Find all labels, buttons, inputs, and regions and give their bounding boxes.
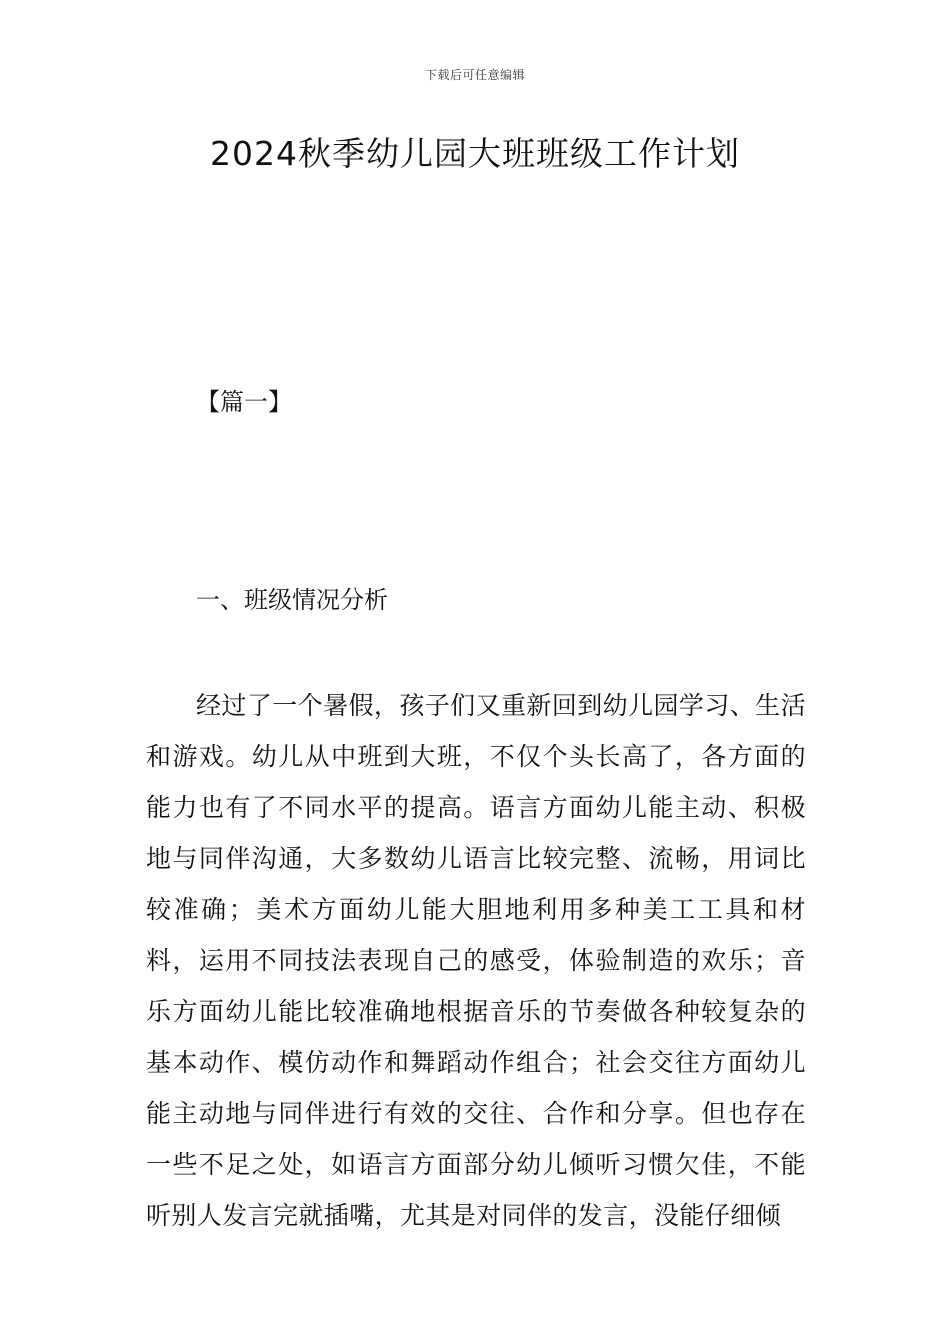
section-heading: 一、班级情况分析 [196,586,388,614]
section-tag: 【篇一】 [196,388,292,416]
body-paragraph: 经过了一个暑假，孩子们又重新回到幼儿园学习、生活和游戏。幼儿从中班到大班，不仅个头长高了，各方面的能力也有了不同水平的提高。语言方面幼儿能主动、积极地与同伴沟通，大多数幼儿语言比较完整、流畅，用词比较准确；美术方面幼儿能大胆地利用多种美工工具和材料，运用不同技法表现自己的感受，体验制造的欢乐；音乐方面幼儿能比较准确地根据音乐的节奏做各种较复杂的基本动作、模仿动作和舞蹈动作组合；社会交往方面幼儿能主动地与同伴进行有效的交往、合作和分享。但也存在一些不足之处，如语言方面部分幼儿倾听习惯欠佳，不能听别人发言完就插嘴，尤其是对同伴的发言，没能仔细倾 [146,691,806,1230]
document-title: 2024秋季幼儿园大班班级工作计划 [210,134,740,173]
header-note: 下载后可任意编辑 [424,68,525,82]
